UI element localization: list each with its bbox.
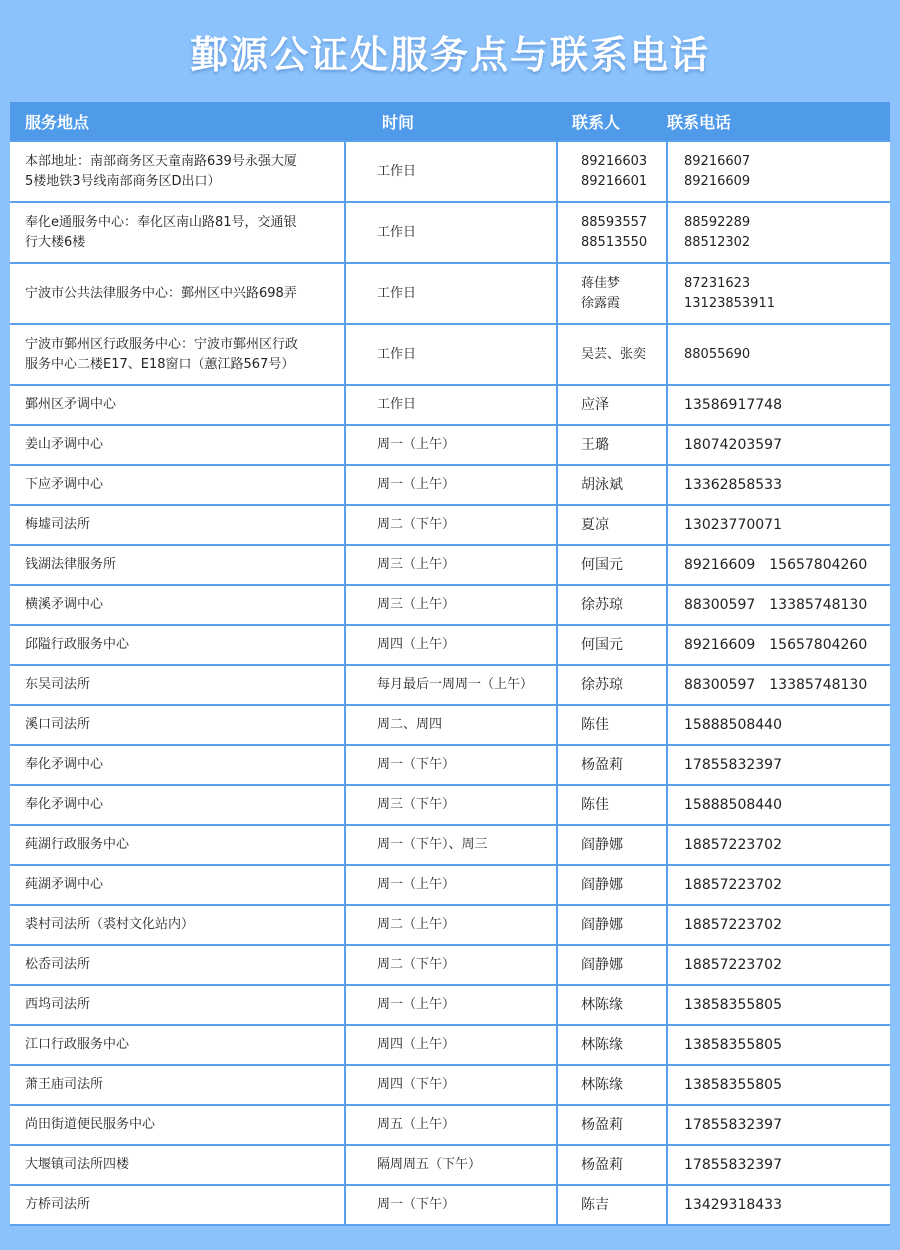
- cell-location-text: 姜山矛调中心: [25, 437, 104, 452]
- cell-phone-text: 13023770071: [684, 517, 782, 533]
- cell-time-text: 周二（上午）: [377, 917, 456, 932]
- cell-phone: [667, 745, 890, 785]
- table-row: [10, 625, 890, 665]
- cell-location-text: 奉化矛调中心: [25, 797, 104, 812]
- cell-location: [10, 465, 345, 505]
- header-contact: 联系人: [557, 102, 667, 141]
- table-row: [10, 1105, 890, 1145]
- cell-time-text: 工作日: [377, 397, 417, 412]
- cell-time-text: 周一（上午）: [377, 877, 456, 892]
- cell-time: [345, 825, 557, 865]
- cell-contact-text: 89216603: [581, 153, 648, 169]
- cell-phone: [667, 585, 890, 625]
- cell-phone: [667, 425, 890, 465]
- cell-phone: [667, 324, 890, 385]
- cell-time-text: 周三（上午）: [377, 597, 456, 612]
- cell-time-text: 周一（下午）、周三: [377, 837, 488, 852]
- cell-time-text: 周四（上午）: [377, 637, 456, 652]
- cell-location: [10, 1185, 345, 1225]
- cell-location: [10, 1025, 345, 1065]
- table-row: [10, 324, 890, 385]
- cell-location: [10, 945, 345, 985]
- cell-phone-text: 13385748130: [769, 597, 868, 613]
- cell-location-text: 裘村司法所（裘村文化站内）: [25, 917, 195, 932]
- cell-time-text: 工作日: [377, 163, 417, 179]
- cell-contact-text: 阎静娜: [581, 917, 623, 933]
- cell-location-text: 萧王庙司法所: [25, 1077, 104, 1092]
- table-row: [10, 141, 890, 202]
- cell-time-text: 周一（下午）: [377, 1197, 456, 1212]
- cell-contact: [557, 665, 667, 705]
- cell-location: [10, 425, 345, 465]
- cell-phone-text: 89216609: [684, 173, 751, 189]
- cell-location: [10, 825, 345, 865]
- cell-time-text: 周一（上午）: [377, 437, 456, 452]
- cell-phone-text: 89216609: [684, 557, 756, 573]
- cell-location: [10, 1145, 345, 1185]
- cell-time: [345, 465, 557, 505]
- cell-location-text: 尚田街道便民服务中心: [25, 1117, 156, 1132]
- cell-phone-text: 88055690: [684, 346, 751, 362]
- table-row: [10, 202, 890, 263]
- cell-phone: [667, 141, 890, 202]
- cell-contact: [557, 705, 667, 745]
- cell-phone: [667, 705, 890, 745]
- cell-phone-text: 15657804260: [769, 637, 868, 653]
- cell-phone: [667, 263, 890, 324]
- cell-contact-text: 阎静娜: [581, 877, 623, 893]
- cell-phone-text: 17855832397: [684, 1117, 782, 1133]
- cell-time: [345, 865, 557, 905]
- table-row: [10, 425, 890, 465]
- cell-contact-text: 杨盈莉: [581, 1117, 623, 1133]
- cell-phone: [667, 1065, 890, 1105]
- cell-location-text: 莼湖矛调中心: [25, 877, 104, 892]
- cell-phone: [667, 905, 890, 945]
- cell-phone: [667, 202, 890, 263]
- cell-contact: [557, 1185, 667, 1225]
- cell-time-text: 周三（下午）: [377, 797, 456, 812]
- cell-contact-text: 陈吉: [581, 1197, 609, 1213]
- cell-contact-text: 王璐: [581, 437, 609, 453]
- cell-contact-text: 杨盈莉: [581, 757, 623, 773]
- cell-location: [10, 1065, 345, 1105]
- cell-time: [345, 141, 557, 202]
- table-body: [10, 141, 890, 1225]
- cell-phone: [667, 1105, 890, 1145]
- cell-location-text: 横溪矛调中心: [25, 597, 104, 612]
- cell-contact-text: 夏凉: [581, 517, 609, 533]
- cell-phone: [667, 665, 890, 705]
- cell-phone-text: 87231623: [684, 275, 751, 291]
- cell-contact: [557, 425, 667, 465]
- cell-time: [345, 905, 557, 945]
- cell-phone-text: 18857223702: [684, 837, 782, 853]
- cell-location: [10, 263, 345, 324]
- cell-time-text: 周一（下午）: [377, 757, 456, 772]
- cell-phone: [667, 1185, 890, 1225]
- cell-phone-text: 13858355805: [684, 1037, 782, 1053]
- cell-contact: [557, 263, 667, 324]
- table-row: [10, 945, 890, 985]
- cell-contact: [557, 745, 667, 785]
- cell-location-text: 江口行政服务中心: [25, 1037, 130, 1052]
- table-header-row: [10, 102, 890, 141]
- table-row: [10, 785, 890, 825]
- cell-contact: [557, 985, 667, 1025]
- cell-phone: [667, 825, 890, 865]
- cell-contact-text: 应泽: [581, 397, 609, 413]
- cell-contact-text: 徐苏琼: [581, 597, 623, 613]
- table-row: [10, 1065, 890, 1105]
- cell-location-text: 奉化e通服务中心：奉化区南山路81号，交通银: [25, 214, 297, 230]
- cell-phone: [667, 465, 890, 505]
- cell-time-text: 工作日: [377, 346, 417, 362]
- cell-location: [10, 324, 345, 385]
- cell-contact-text: 胡泳斌: [581, 477, 623, 493]
- cell-contact-text: 陈佳: [581, 717, 609, 733]
- cell-contact: [557, 585, 667, 625]
- cell-time: [345, 385, 557, 425]
- cell-location: [10, 665, 345, 705]
- table-row: [10, 745, 890, 785]
- table-row: [10, 465, 890, 505]
- cell-phone-text: 18857223702: [684, 957, 782, 973]
- cell-time: [345, 263, 557, 324]
- cell-phone: [667, 385, 890, 425]
- cell-contact-text: 88593557: [581, 214, 648, 230]
- table-row: [10, 705, 890, 745]
- cell-location-text: 方桥司法所: [25, 1197, 91, 1212]
- cell-phone-text: 13362858533: [684, 477, 782, 493]
- cell-time: [345, 324, 557, 385]
- cell-phone-text: 17855832397: [684, 757, 782, 773]
- table-row: [10, 985, 890, 1025]
- cell-phone-text: 13385748130: [769, 677, 868, 693]
- cell-phone-text: 15657804260: [769, 557, 868, 573]
- cell-phone: [667, 865, 890, 905]
- table-row: [10, 1145, 890, 1185]
- cell-time-text: 隔周周五（下午）: [377, 1157, 482, 1172]
- table-row: [10, 1185, 890, 1225]
- cell-phone-text: 13858355805: [684, 997, 782, 1013]
- cell-phone-text: 13858355805: [684, 1077, 782, 1093]
- cell-time: [345, 425, 557, 465]
- cell-time: [345, 625, 557, 665]
- cell-time: [345, 1025, 557, 1065]
- cell-contact-text: 杨盈莉: [581, 1157, 623, 1173]
- cell-location: [10, 1105, 345, 1145]
- cell-phone: [667, 785, 890, 825]
- cell-location-text: 行大楼6楼: [25, 234, 86, 250]
- cell-time-text: 周二、周四: [377, 717, 443, 732]
- cell-phone-text: 18074203597: [684, 437, 782, 453]
- cell-phone: [667, 945, 890, 985]
- cell-contact: [557, 785, 667, 825]
- cell-time: [345, 545, 557, 585]
- cell-contact: [557, 1025, 667, 1065]
- cell-location: [10, 585, 345, 625]
- cell-time: [345, 1065, 557, 1105]
- cell-phone: [667, 985, 890, 1025]
- cell-contact-text: 89216601: [581, 173, 648, 189]
- service-points-table: [10, 102, 890, 1226]
- cell-contact-text: 何国元: [581, 557, 623, 573]
- cell-location-text: 宁波市鄞州区行政服务中心：宁波市鄞州区行政: [25, 336, 299, 352]
- cell-location: [10, 202, 345, 263]
- cell-location: [10, 625, 345, 665]
- cell-time: [345, 1185, 557, 1225]
- cell-phone-text: 89216609: [684, 637, 756, 653]
- cell-time: [345, 1105, 557, 1145]
- cell-contact-text: 徐露霞: [581, 295, 621, 311]
- cell-phone-text: 17855832397: [684, 1157, 782, 1173]
- cell-location: [10, 745, 345, 785]
- cell-contact: [557, 385, 667, 425]
- cell-time-text: 周四（上午）: [377, 1037, 456, 1052]
- cell-contact: [557, 1065, 667, 1105]
- cell-time: [345, 505, 557, 545]
- cell-contact-text: 吴芸、张奕: [581, 346, 647, 362]
- cell-contact-text: 阎静娜: [581, 957, 623, 973]
- header-time: 时间: [345, 102, 557, 141]
- cell-location: [10, 985, 345, 1025]
- cell-location: [10, 385, 345, 425]
- cell-time-text: 周四（下午）: [377, 1077, 456, 1092]
- cell-contact: [557, 1145, 667, 1185]
- table-row: [10, 665, 890, 705]
- cell-time: [345, 202, 557, 263]
- cell-time-text: 周三（上午）: [377, 557, 456, 572]
- cell-contact-text: 何国元: [581, 637, 623, 653]
- cell-time: [345, 745, 557, 785]
- cell-phone-text: 13586917748: [684, 397, 782, 413]
- cell-location-text: 鄞州区矛调中心: [25, 397, 117, 412]
- cell-contact: [557, 202, 667, 263]
- table-row: [10, 385, 890, 425]
- cell-phone-text: 18857223702: [684, 917, 782, 933]
- cell-location-text: 松岙司法所: [25, 957, 91, 972]
- cell-time: [345, 705, 557, 745]
- cell-contact-text: 林陈缘: [581, 1077, 623, 1093]
- table-row: [10, 865, 890, 905]
- cell-contact: [557, 1105, 667, 1145]
- cell-contact-text: 徐苏琼: [581, 677, 623, 693]
- cell-time-text: 周二（下午）: [377, 957, 456, 972]
- cell-contact: [557, 945, 667, 985]
- cell-location-text: 本部地址：南部商务区天童南路639号永强大厦: [25, 153, 297, 169]
- cell-location-text: 邱隘行政服务中心: [25, 637, 130, 652]
- cell-time: [345, 665, 557, 705]
- cell-location-text: 溪口司法所: [25, 717, 91, 732]
- cell-phone-text: 88592289: [684, 214, 751, 230]
- cell-time-text: 工作日: [377, 224, 417, 240]
- cell-contact: [557, 505, 667, 545]
- header-location: 服务地点: [10, 102, 345, 141]
- page-title: 鄞源公证处服务点与联系电话: [189, 33, 710, 77]
- cell-location-text: 奉化矛调中心: [25, 757, 104, 772]
- cell-contact: [557, 141, 667, 202]
- cell-location-text: 大堰镇司法所四楼: [25, 1157, 130, 1172]
- cell-location-text: 莼湖行政服务中心: [25, 837, 130, 852]
- cell-location: [10, 545, 345, 585]
- table-row: [10, 545, 890, 585]
- cell-time: [345, 585, 557, 625]
- cell-time-text: 周一（上午）: [377, 477, 456, 492]
- cell-contact: [557, 545, 667, 585]
- cell-contact: [557, 465, 667, 505]
- cell-location: [10, 865, 345, 905]
- table-row: [10, 905, 890, 945]
- table-row: [10, 825, 890, 865]
- cell-contact-text: 蒋佳梦: [581, 275, 621, 291]
- cell-location-text: 西坞司法所: [25, 997, 91, 1012]
- cell-time: [345, 1145, 557, 1185]
- cell-location: [10, 785, 345, 825]
- cell-location-text: 宁波市公共法律服务中心：鄞州区中兴路698弄: [25, 285, 297, 301]
- cell-contact-text: 88513550: [581, 234, 648, 250]
- cell-time: [345, 985, 557, 1025]
- cell-time-text: 每月最后一周周一（上午）: [377, 677, 534, 692]
- cell-location-text: 下应矛调中心: [25, 477, 104, 492]
- cell-phone-text: 18857223702: [684, 877, 782, 893]
- cell-phone-text: 15888508440: [684, 797, 782, 813]
- cell-contact-text: 林陈缘: [581, 997, 623, 1013]
- cell-contact: [557, 324, 667, 385]
- table-row: [10, 585, 890, 625]
- cell-phone-text: 88512302: [684, 234, 751, 250]
- cell-phone-text: 13429318433: [684, 1197, 782, 1213]
- cell-phone: [667, 1025, 890, 1065]
- cell-location-text: 服务中心二楼E17、E18窗口（蕙江路567号）: [25, 356, 295, 372]
- cell-phone: [667, 1145, 890, 1185]
- cell-contact-text: 阎静娜: [581, 837, 623, 853]
- cell-time: [345, 945, 557, 985]
- cell-location-text: 钱湖法律服务所: [25, 557, 117, 572]
- cell-time-text: 周五（上午）: [377, 1117, 456, 1132]
- table-row: [10, 505, 890, 545]
- table-row: [10, 1025, 890, 1065]
- cell-contact: [557, 625, 667, 665]
- cell-phone: [667, 545, 890, 585]
- cell-phone-text: 89216607: [684, 153, 751, 169]
- table-row: [10, 263, 890, 324]
- cell-phone-text: 15888508440: [684, 717, 782, 733]
- cell-time-text: 周一（上午）: [377, 997, 456, 1012]
- cell-location: [10, 141, 345, 202]
- cell-contact: [557, 825, 667, 865]
- cell-location: [10, 905, 345, 945]
- cell-time: [345, 785, 557, 825]
- cell-time-text: 周二（下午）: [377, 517, 456, 532]
- cell-location: [10, 705, 345, 745]
- cell-phone-text: 13123853911: [684, 295, 775, 311]
- cell-location-text: 梅墟司法所: [25, 517, 91, 532]
- cell-location-text: 5楼地铁3号线南部商务区D出口）: [25, 173, 221, 189]
- cell-phone: [667, 505, 890, 545]
- cell-contact-text: 陈佳: [581, 797, 609, 813]
- cell-phone-text: 88300597: [684, 677, 756, 693]
- cell-location: [10, 505, 345, 545]
- cell-contact: [557, 905, 667, 945]
- cell-phone: [667, 625, 890, 665]
- cell-location-text: 东吴司法所: [25, 677, 91, 692]
- cell-contact-text: 林陈缘: [581, 1037, 623, 1053]
- cell-contact: [557, 865, 667, 905]
- cell-time-text: 工作日: [377, 285, 417, 301]
- header-phone: 联系电话: [667, 102, 890, 141]
- cell-phone-text: 88300597: [684, 597, 756, 613]
